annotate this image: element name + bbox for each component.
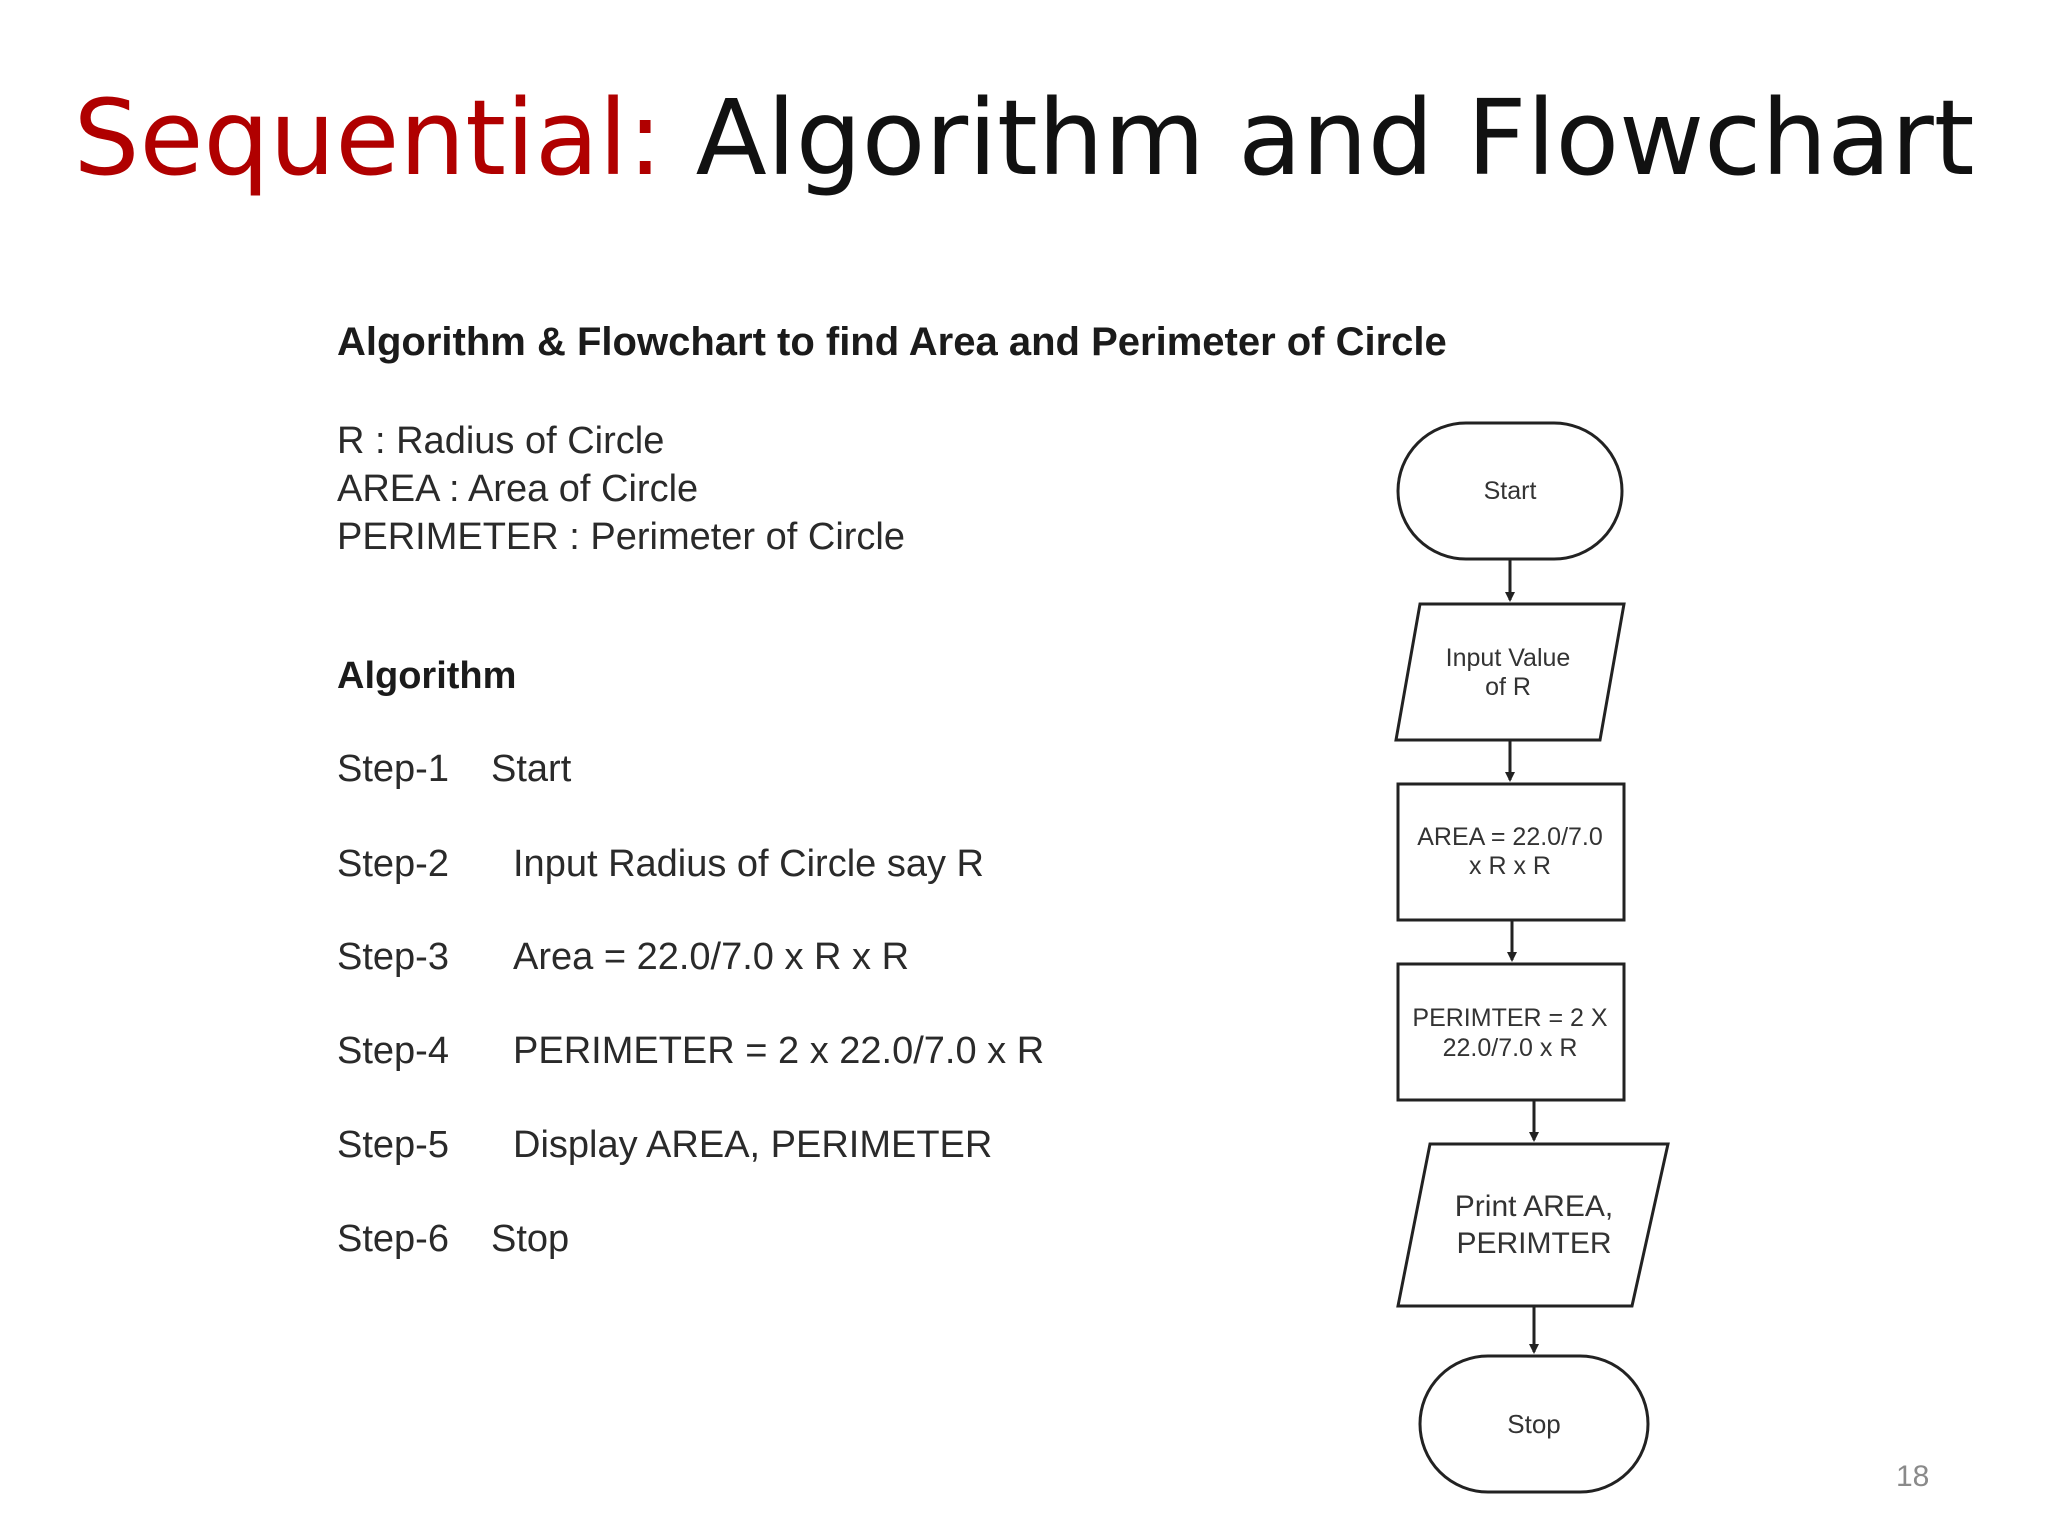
step-number: Step-5 xyxy=(337,1124,449,1166)
title-rest: Algorithm and Flowchart xyxy=(662,77,1975,199)
input-label-line2: of R xyxy=(1485,673,1531,701)
step-text: Display AREA, PERIMETER xyxy=(513,1124,993,1166)
title-accent: Sequential: xyxy=(73,77,663,199)
perimeter-label-line1: PERIMTER = 2 X xyxy=(1412,1004,1608,1032)
algorithm-heading: Algorithm xyxy=(337,655,517,697)
print-parallelogram xyxy=(1398,1144,1668,1306)
section-heading: Algorithm & Flowchart to find Area and Perimeter of Circle xyxy=(337,320,1447,364)
print-label-line1: Print AREA, xyxy=(1454,1190,1614,1223)
definition-perimeter: PERIMETER : Perimeter of Circle xyxy=(337,516,905,558)
area-label-line2: x R x R xyxy=(1469,852,1551,880)
step-text: PERIMETER = 2 x 22.0/7.0 x R xyxy=(513,1030,1045,1072)
definition-area: AREA : Area of Circle xyxy=(337,468,699,510)
step-number: Step-2 xyxy=(337,843,449,885)
step-number: Step-3 xyxy=(337,936,449,978)
area-label-line1: AREA = 22.0/7.0 xyxy=(1417,823,1603,851)
step-text: Start xyxy=(491,748,572,790)
step-text: Area = 22.0/7.0 x R x R xyxy=(513,936,910,978)
perimeter-label-line2: 22.0/7.0 x R xyxy=(1442,1034,1578,1062)
start-label: Start xyxy=(1483,477,1537,505)
print-label-line2: PERIMTER xyxy=(1456,1227,1612,1260)
step-text: Stop xyxy=(491,1218,570,1260)
input-parallelogram xyxy=(1396,604,1624,740)
step-number: Step-1 xyxy=(337,748,449,790)
stop-label: Stop xyxy=(1507,1409,1561,1439)
input-label-line1: Input Value xyxy=(1445,644,1571,672)
page-number: 18 xyxy=(1896,1460,1930,1493)
perimeter-process-box xyxy=(1398,964,1624,1100)
step-text: Input Radius of Circle say R xyxy=(513,843,984,885)
step-number: Step-4 xyxy=(337,1030,449,1072)
step-number: Step-6 xyxy=(337,1218,449,1260)
definition-radius: R : Radius of Circle xyxy=(337,420,665,462)
